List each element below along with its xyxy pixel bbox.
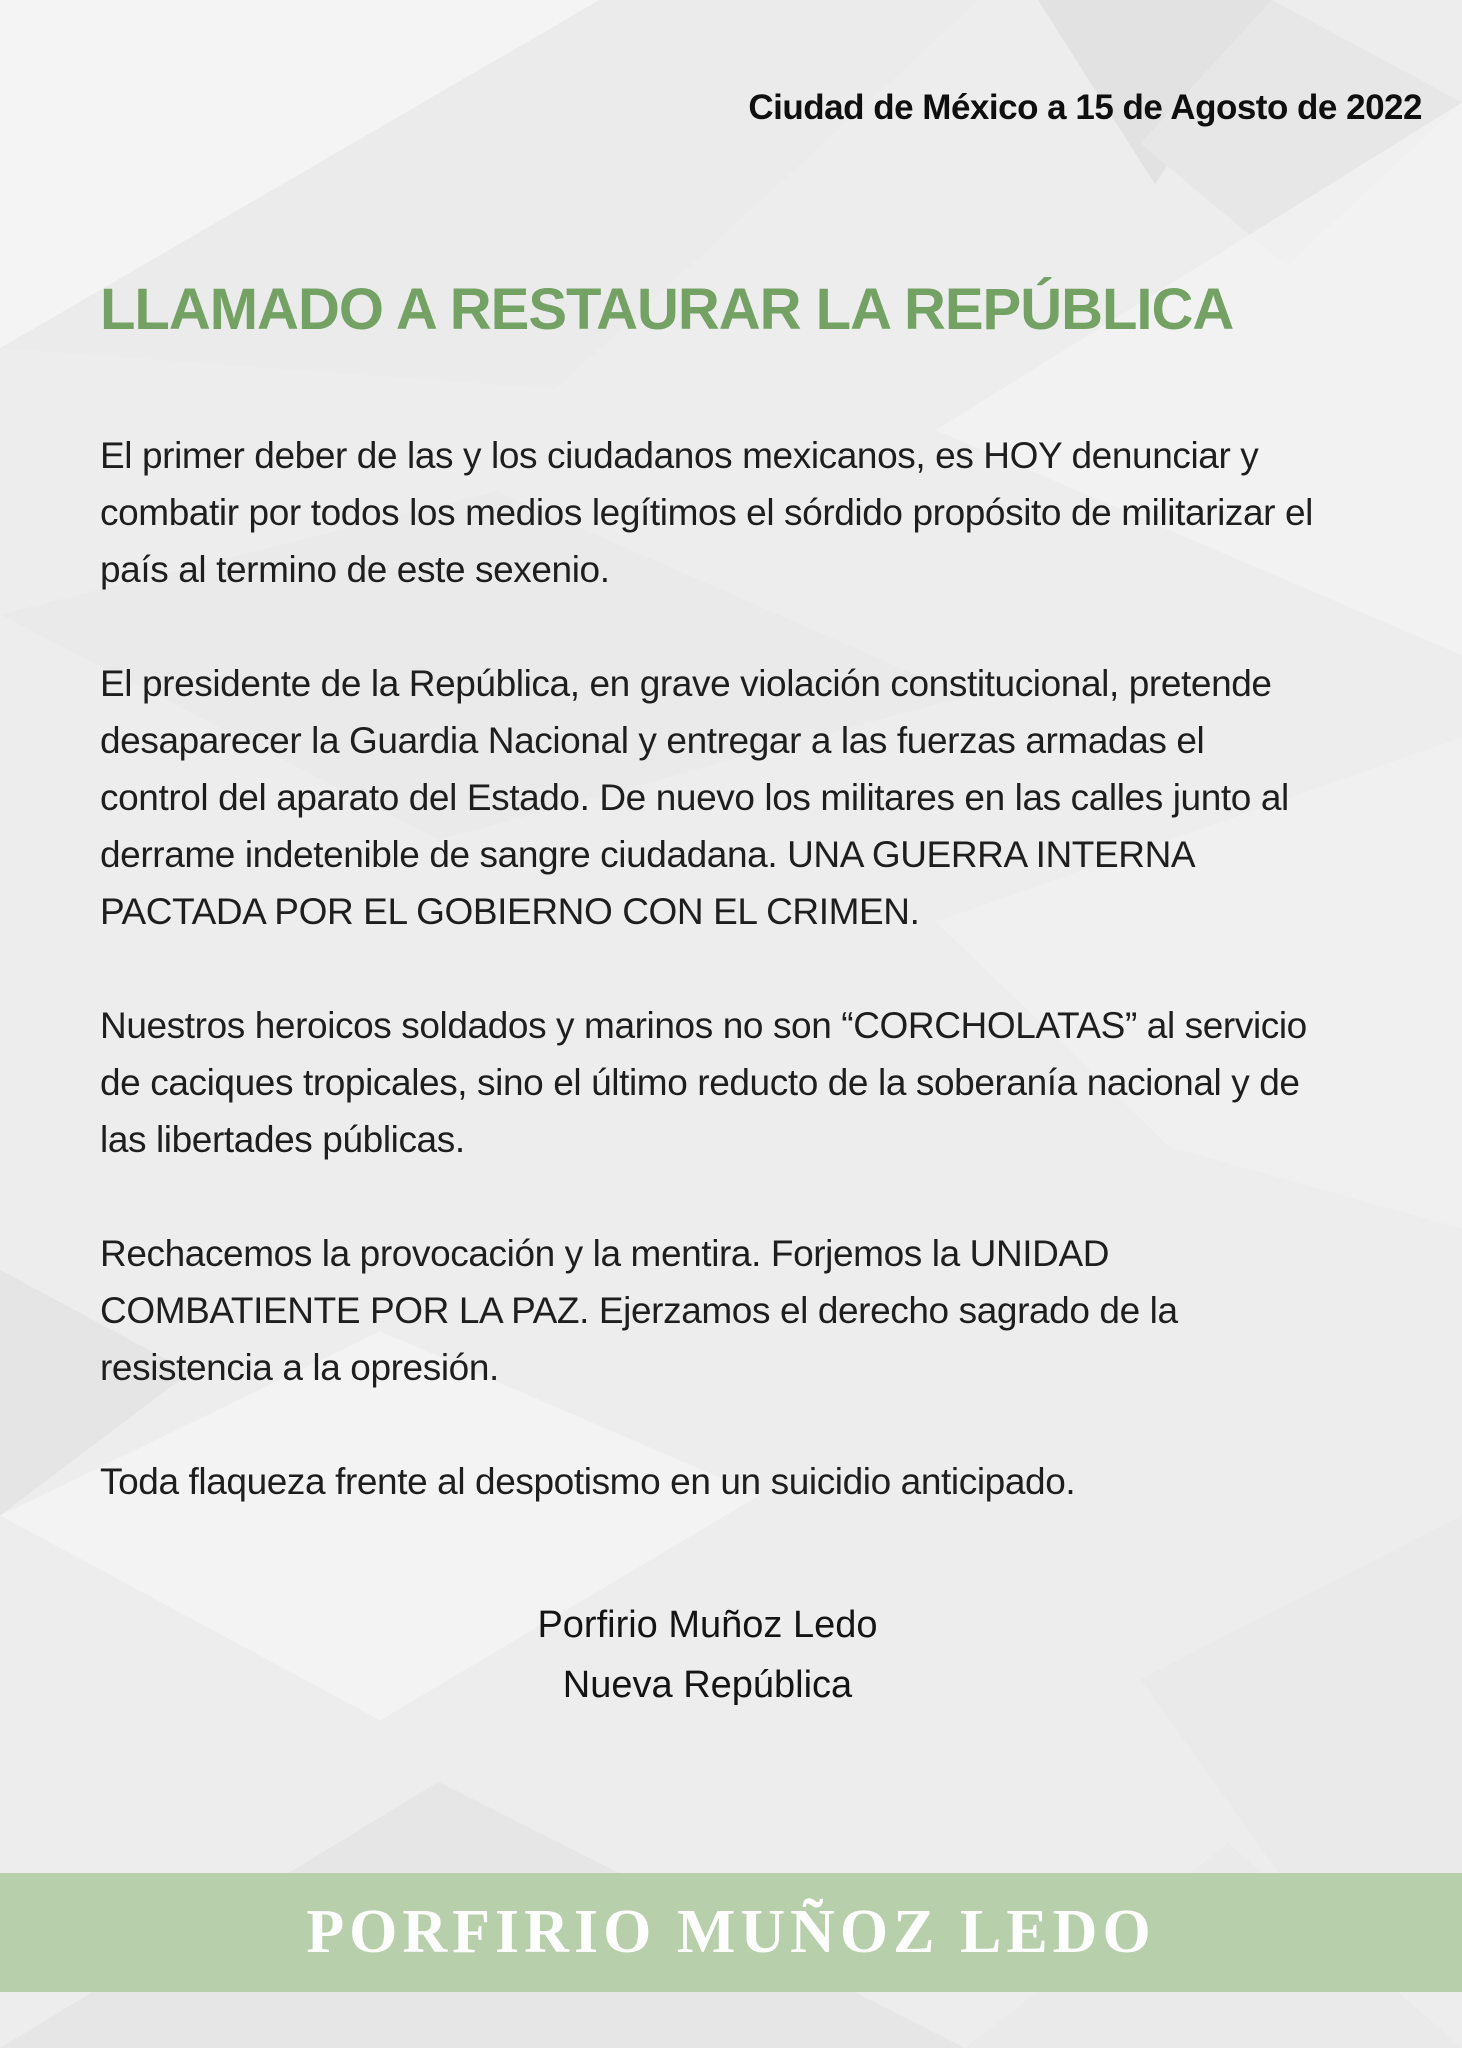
- body-paragraph: Toda flaqueza frente al despotismo en un suicidio anticipado.: [100, 1460, 1076, 1502]
- body-paragraph: Rechacemos la provocación y la mentira. Forjemos la UNIDAD COMBATIENTE POR LA PAZ. Ejerzamos el derecho sagrado de la resistencia a la opresión.: [100, 1232, 1178, 1388]
- body-paragraph: El primer deber de las y los ciudadanos mexicanos, es HOY denunciar y combatir por todos los medios legítimos el sórdido propósito de militarizar el país al termino de este sexenio.: [100, 434, 1313, 590]
- footer-banner: [0, 1873, 1462, 1992]
- footer-banner-text: PORFIRIO MUÑOZ LEDO: [306, 1898, 1156, 1966]
- signature-organization: Nueva República: [562, 1663, 853, 1706]
- statement-body: [100, 427, 1315, 1510]
- signature-block: [100, 1595, 1315, 1715]
- body-paragraph: Nuestros heroicos soldados y marinos no son “CORCHOLATAS” al servicio de caciques tropicales, sino el último reducto de la soberanía nacional y de las libertades públicas.: [100, 1004, 1307, 1160]
- signature-name: Porfirio Muñoz Ledo: [537, 1603, 878, 1646]
- date-line: Ciudad de México a 15 de Agosto de 2022: [748, 88, 1422, 127]
- page-title: LLAMADO A RESTAURAR LA REPÚBLICA: [100, 277, 1234, 342]
- body-paragraph: El presidente de la República, en grave violación constitucional, pretende desaparecer la Guardia Nacional y entregar a las fuerzas armadas el control del aparato del Estado. De nuevo los militares en las calles junto al derrame indetenible de sangre ciudadana. UNA GUERRA INTERNA PACTADA POR EL GOBIERNO CON EL CRIMEN.: [100, 662, 1289, 932]
